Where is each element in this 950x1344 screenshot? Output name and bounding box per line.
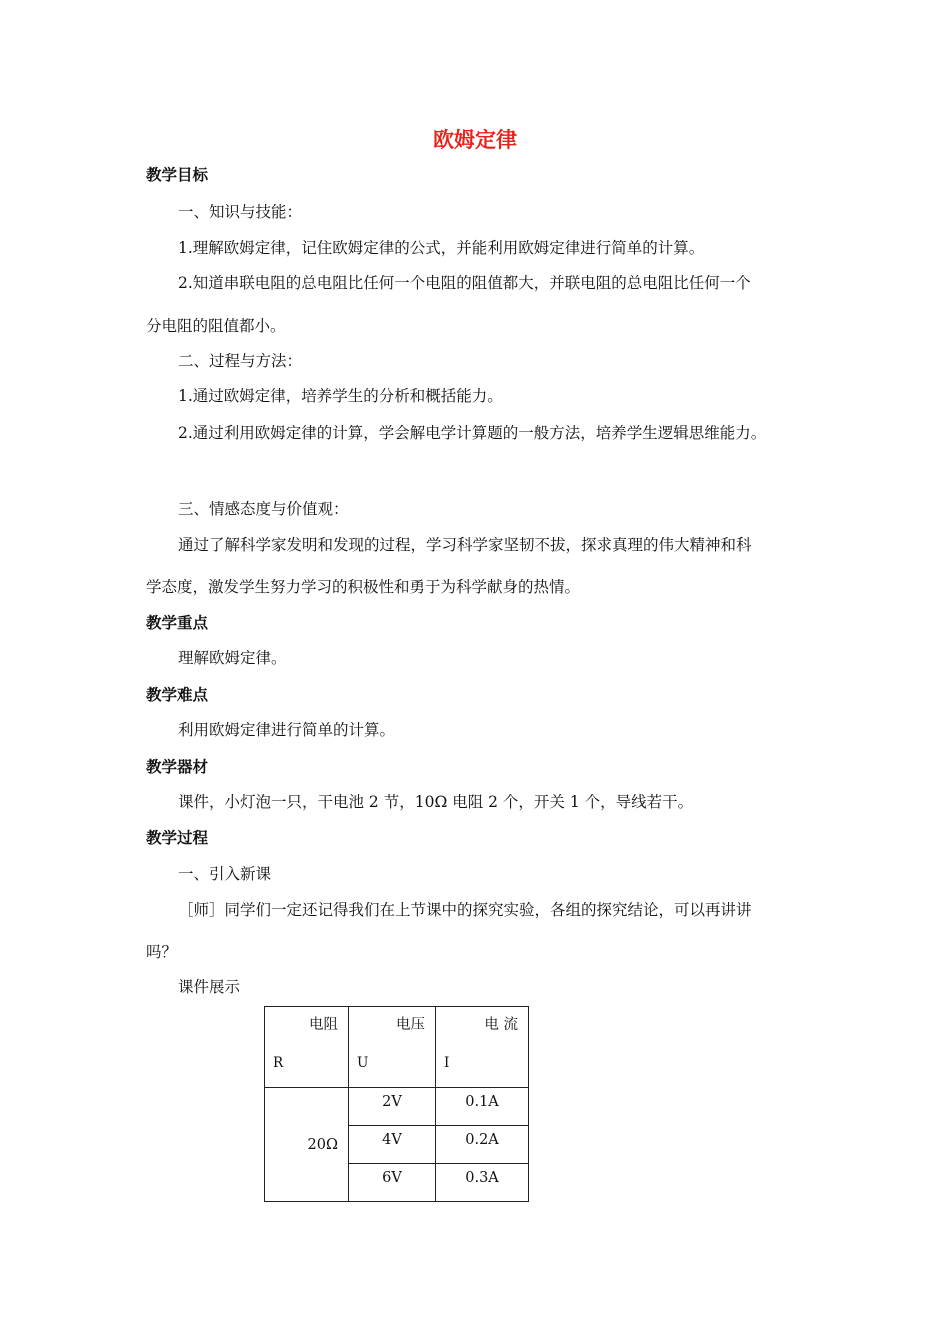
process1-line1: ［师］同学们一定还记得我们在上节课中的探究实验，各组的探究结论，可以再讲讲 [178, 901, 752, 919]
goal2-item2: 2.通过利用欧姆定律的计算，学会解电学计算题的一般方法，培养学生逻辑思维能力。 [178, 424, 767, 442]
page-title: 欧姆定律 [433, 128, 517, 152]
header-resistance-symbol: R [273, 1055, 284, 1071]
current-cell: 0.1A [436, 1088, 529, 1126]
process1-line2: 吗？ [146, 943, 178, 961]
difficulties-text: 利用欧姆定律进行简单的计算。 [178, 721, 396, 739]
goal1-item1: 1.理解欧姆定律，记住欧姆定律的公式，并能利用欧姆定律进行简单的计算。 [178, 239, 705, 257]
goal1-item2-line1: 2.知道串联电阻的总电阻比任何一个电阻的阻值都大，并联电阻的总电阻比任何一个 [178, 274, 751, 292]
current-cell: 0.2A [436, 1126, 529, 1164]
voltage-cell: 4V [349, 1126, 436, 1164]
header-resistance [265, 1007, 349, 1088]
goal3-line1: 通过了解科学家发明和发现的过程，学习科学家坚韧不拔，探求真理的伟大精神和科 [178, 536, 752, 554]
goal3-line2: 学态度，激发学生努力学习的积极性和勇于为科学献身的热情。 [146, 578, 581, 596]
process1-heading: 一、引入新课 [178, 865, 272, 883]
header-current-label: 电 流 [484, 1017, 518, 1033]
section-heading-goals: 教学目标 [146, 166, 209, 184]
voltage-cell: 6V [349, 1164, 436, 1202]
voltage-cell: 2V [349, 1088, 436, 1126]
resistance-value: 20Ω [265, 1088, 349, 1202]
current-cell: 0.3A [436, 1164, 529, 1202]
header-voltage-label: 电压 [396, 1017, 425, 1033]
goal3-heading: 三、情感态度与价值观： [178, 500, 349, 518]
header-current [436, 1007, 529, 1088]
header-voltage-symbol: U [357, 1055, 369, 1071]
goal1-heading: 一、知识与技能： [178, 203, 303, 221]
table-row [265, 1088, 529, 1126]
key-points-text: 理解欧姆定律。 [178, 649, 287, 667]
header-voltage [349, 1007, 436, 1088]
goal2-item1: 1.通过欧姆定律，培养学生的分析和概括能力。 [178, 387, 503, 405]
section-heading-equipment: 教学器材 [146, 758, 209, 776]
table-header-row [265, 1007, 529, 1088]
section-heading-process: 教学过程 [146, 829, 209, 847]
ohm-data-table [264, 1006, 529, 1202]
header-current-symbol: I [444, 1055, 450, 1071]
goal2-heading: 二、过程与方法： [178, 352, 303, 370]
header-resistance-label: 电阻 [309, 1017, 338, 1033]
section-heading-key-points: 教学重点 [146, 614, 209, 632]
goal1-item2-line2: 分电阻的阻值都小。 [146, 317, 286, 335]
section-heading-difficulties: 教学难点 [146, 686, 209, 704]
equipment-text: 课件，小灯泡一只，干电池 2 节，10Ω 电阻 2 个，开关 1 个，导线若干。 [178, 793, 694, 811]
courseware-label: 课件展示 [178, 978, 241, 996]
